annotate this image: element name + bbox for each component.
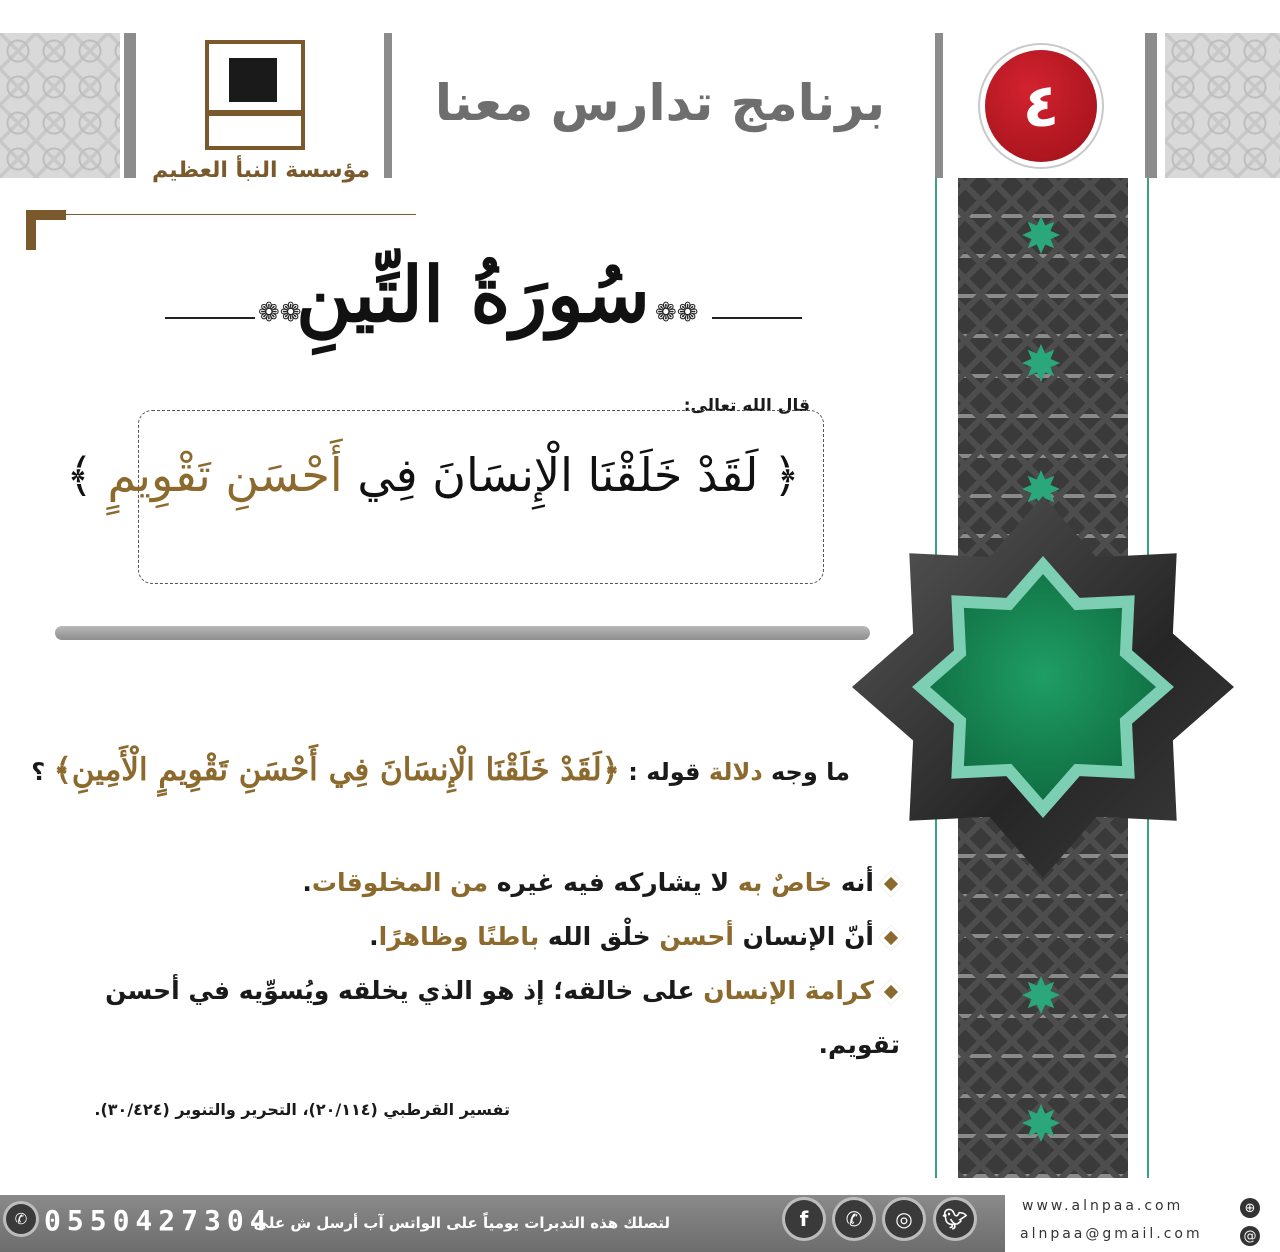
phone-number: 0550427304 [44, 1204, 273, 1237]
answer-point [70, 856, 900, 910]
top-rule [26, 214, 416, 215]
answer-point-text: خاصٌ به [737, 868, 833, 897]
whatsapp-icon[interactable]: ✆ [6, 1204, 36, 1234]
question-prefix: ما وجه [762, 758, 850, 786]
verse-text-part2: أَحْسَنِ تَقْوِيمٍ [107, 448, 343, 502]
title-ornament-left: ❁❁ [258, 298, 302, 328]
answer-point-text: على خالقه؛ إذ هو الذي يخلقه ويُسوِّيه في أحسن تقويم. [105, 976, 900, 1059]
website-link[interactable]: www.alnpaa.com [1022, 1198, 1184, 1214]
whatsapp-instructions: لتصلك هذه التدبرات يومياً على الواتس آب أرسل ش على [253, 1214, 670, 1232]
answer-point-text: . [369, 922, 379, 951]
title-ornament-line-left [165, 317, 255, 319]
answer-points [70, 856, 900, 1072]
question-highlight: دلالة [708, 758, 763, 786]
points-list [70, 856, 900, 1072]
flower-bullet-icon [878, 871, 903, 896]
surah-title: سُورَةُ التِّينِ [296, 250, 650, 339]
verse-intro: قال الله تعالى: [683, 396, 810, 416]
logo-stripe [205, 110, 305, 116]
question-verse: ﴿لَقَدْ خَلَقْنَا الْإِنسَانَ فِي أَحْسَنِ تَقْوِيمٍ الْأَمِينِ﴾ [53, 752, 620, 788]
question-mark: ؟ [31, 758, 46, 786]
verse-text-part1: لَقَدْ خَلَقْنَا الْإِنسَانَ فِي [357, 448, 759, 502]
title-ornament-line-right [712, 317, 802, 319]
header-divider [1145, 33, 1157, 178]
answer-point-text: أحسن [659, 922, 734, 951]
answer-point-text: . [302, 868, 312, 897]
header-pattern-right [1165, 33, 1280, 178]
header-divider [124, 33, 136, 178]
main-verse [65, 448, 800, 502]
facebook-icon[interactable]: f [785, 1200, 823, 1238]
answer-point [70, 910, 900, 964]
program-title: برنامج تدارس معنا [434, 74, 886, 132]
header-pattern-left [0, 33, 120, 178]
answer-point-text: من المخلوقات [311, 868, 489, 897]
whatsapp-icon[interactable]: ✆ [835, 1200, 873, 1238]
header-divider [384, 33, 392, 178]
answer-point [70, 964, 900, 1072]
answer-point-text: باطنًا وظاهرًا [378, 922, 540, 951]
title-ornament-right: ❁❁ [655, 298, 699, 328]
verse-bracket-close: ﴾ [65, 448, 93, 502]
flower-bullet-icon [878, 979, 903, 1004]
twitter-icon[interactable]: 🐦︎ [936, 1200, 974, 1238]
answer-point-text: كرامة الإنسان [703, 976, 874, 1005]
instagram-icon[interactable]: ◎ [885, 1200, 923, 1238]
answer-point-text: خلْق الله [539, 922, 660, 951]
at-icon: @ [1240, 1226, 1260, 1246]
globe-icon: ⊕ [1240, 1198, 1260, 1218]
answer-point-text: أنّ الإنسان [733, 922, 874, 951]
email-link[interactable]: alnpaa@gmail.com [1020, 1226, 1203, 1242]
org-logo [205, 40, 305, 150]
episode-badge: ٤ [985, 50, 1097, 162]
answer-point-text: أنه [832, 868, 874, 897]
answer-point-text: لا يشاركه فيه غيره [488, 868, 738, 897]
header-divider [935, 33, 943, 178]
flower-bullet-icon [878, 925, 903, 950]
question-suffix: قوله : [628, 758, 709, 786]
corner-frame [26, 210, 66, 250]
org-name: مؤسسة النبأ العظيم [151, 158, 370, 183]
question [31, 752, 850, 788]
logo-kaaba-block [229, 58, 277, 102]
central-star-fill [930, 574, 1156, 800]
section-divider [55, 626, 870, 640]
verse-bracket-open: ﴿ [773, 448, 800, 502]
source-reference: تفسير القرطبي (٢٠/١١٤)، التحرير والتنوير (٣٠/٤٢٤). [94, 1100, 510, 1119]
